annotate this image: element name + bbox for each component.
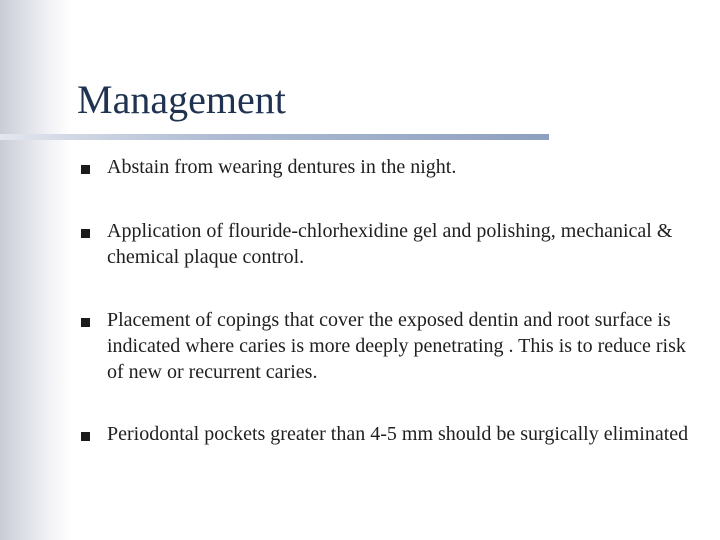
bullet-text: Application of flouride-chlorhexidine gel and polishing, mechanical & chemical plaque control. <box>107 220 673 268</box>
decorative-side-gradient <box>0 0 70 540</box>
square-bullet-icon <box>81 432 90 441</box>
title-underline-rule <box>0 134 549 140</box>
bullet-text: Placement of copings that cover the exposed dentin and root surface is indicated where caries is more deeply penetrating . This is to reduce risk of new or recurrent caries. <box>107 309 686 383</box>
bullet-item <box>81 218 707 270</box>
slide-title: Management <box>77 77 286 122</box>
square-bullet-icon <box>81 318 90 327</box>
bullet-text: Periodontal pockets greater than 4-5 mm should be surgically eliminated <box>107 423 689 445</box>
square-bullet-icon <box>81 229 90 238</box>
bullet-item <box>81 421 707 447</box>
bullet-item <box>81 307 707 385</box>
square-bullet-icon <box>81 165 90 174</box>
bullet-text: Abstain from wearing dentures in the night. <box>107 156 457 178</box>
bullet-item <box>81 154 707 180</box>
